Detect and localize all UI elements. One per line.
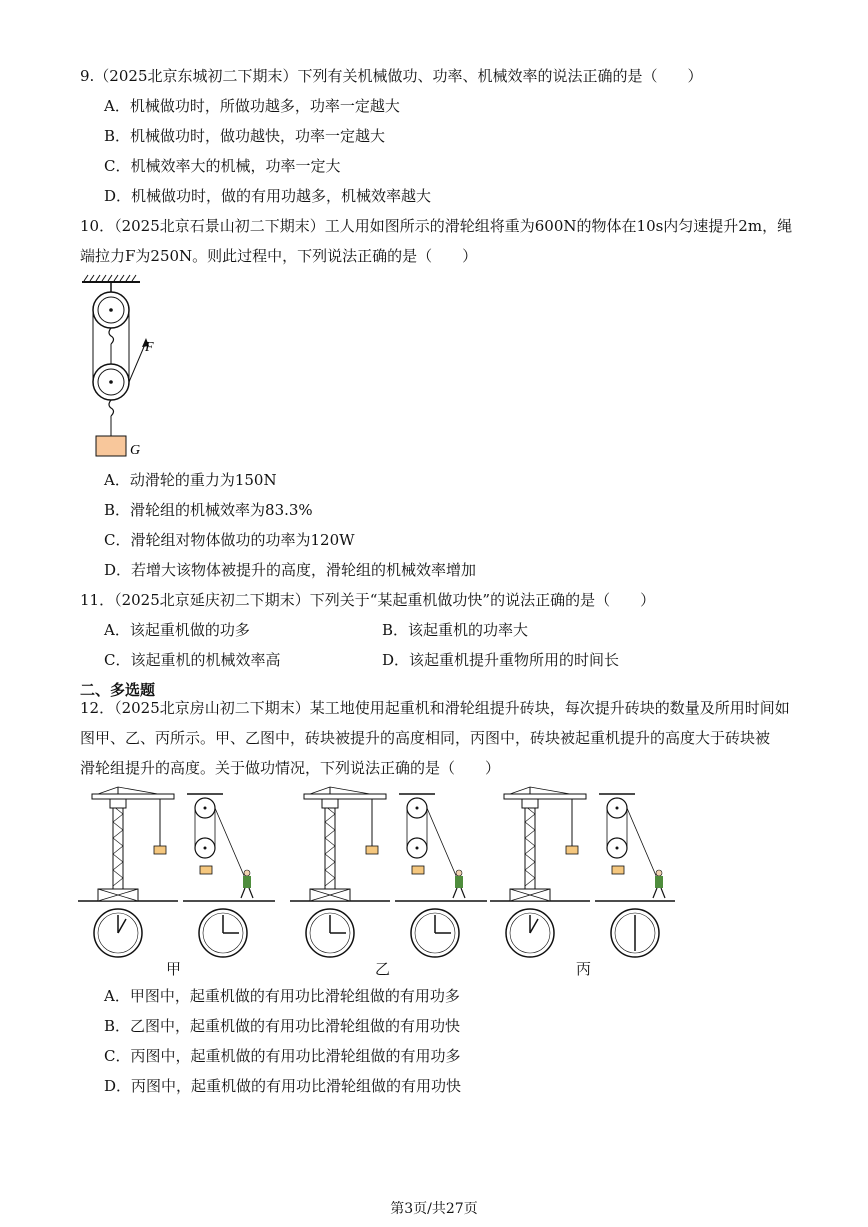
question-12-stem-line2: 图甲、乙、丙所示。甲、乙图中，砖块被提升的高度相同，丙图中，砖块被起重机提升的高度大于砖块被 — [80, 729, 771, 747]
pulley-scene-jia — [183, 786, 293, 961]
question-10-stem-line1: 10．（2025北京石景山初二下期末）工人用如图所示的滑轮组将重为600N的物体在10s内匀速提升2m，绳 — [80, 217, 793, 235]
pulley-scene-bing — [595, 786, 705, 961]
force-label: F — [145, 340, 154, 355]
question-11-option-b: B．该起重机的功率大 — [382, 621, 529, 639]
question-11-option-c: C．该起重机的机械效率高 — [104, 651, 281, 669]
question-12-option-d: D．丙图中，起重机做的有用功比滑轮组做的有用功快 — [104, 1077, 462, 1095]
question-10-option-c: C．滑轮组对物体做功的功率为120W — [104, 531, 355, 549]
question-9-option-c: C．机械效率大的机械，功率一定大 — [104, 157, 341, 175]
page-footer: 第3页/共27页 — [390, 1201, 478, 1217]
figure-caption-jia: 甲 — [166, 960, 182, 978]
question-9-option-b: B．机械做功时，做功越快，功率一定越大 — [104, 127, 386, 145]
question-10-option-b: B．滑轮组的机械效率为83.3% — [104, 501, 313, 519]
question-12-option-a: A．甲图中，起重机做的有用功比滑轮组做的有用功多 — [104, 987, 460, 1005]
question-9-option-a: A．机械做功时，所做功越多，功率一定越大 — [104, 97, 400, 115]
question-11-stem: 11．（2025北京延庆初二下期末）下列关于“某起重机做功快”的说法正确的是（ ） — [80, 591, 656, 609]
section-heading: 二、多选题 — [80, 681, 156, 699]
pulley-figure — [76, 274, 176, 464]
pulley-scene-yi — [395, 786, 505, 961]
question-9-stem: 9.（2025北京东城初二下期末）下列有关机械做功、功率、机械效率的说法正确的是（ ） — [80, 67, 703, 85]
figure-caption-yi: 乙 — [375, 960, 391, 978]
question-10-option-a: A．动滑轮的重力为150N — [104, 471, 277, 489]
question-10-option-d: D．若增大该物体被提升的高度，滑轮组的机械效率增加 — [104, 561, 477, 579]
figure-caption-bing: 丙 — [576, 960, 592, 978]
question-11-option-d: D．该起重机提升重物所用的时间长 — [382, 651, 620, 669]
weight-label: G — [130, 443, 141, 458]
question-12-option-b: B．乙图中，起重机做的有用功比滑轮组做的有用功快 — [104, 1017, 461, 1035]
question-9-option-d: D．机械做功时，做的有用功越多，机械效率越大 — [104, 187, 432, 205]
crane-figure-yi — [290, 786, 400, 961]
question-10-stem-line2: 端拉力F为250N。则此过程中，下列说法正确的是（ ） — [80, 247, 478, 265]
crane-figure-jia — [78, 786, 188, 961]
question-11-option-a: A．该起重机做的功多 — [104, 621, 250, 639]
crane-figure-bing — [490, 786, 600, 961]
question-12-stem-line1: 12．（2025北京房山初二下期末）某工地使用起重机和滑轮组提升砖块，每次提升砖块的数量及所用时间如 — [80, 699, 790, 717]
question-12-stem-line3: 滑轮组提升的高度。关于做功情况，下列说法正确的是（ ） — [80, 759, 501, 777]
question-12-option-c: C．丙图中，起重机做的有用功比滑轮组做的有用功多 — [104, 1047, 461, 1065]
